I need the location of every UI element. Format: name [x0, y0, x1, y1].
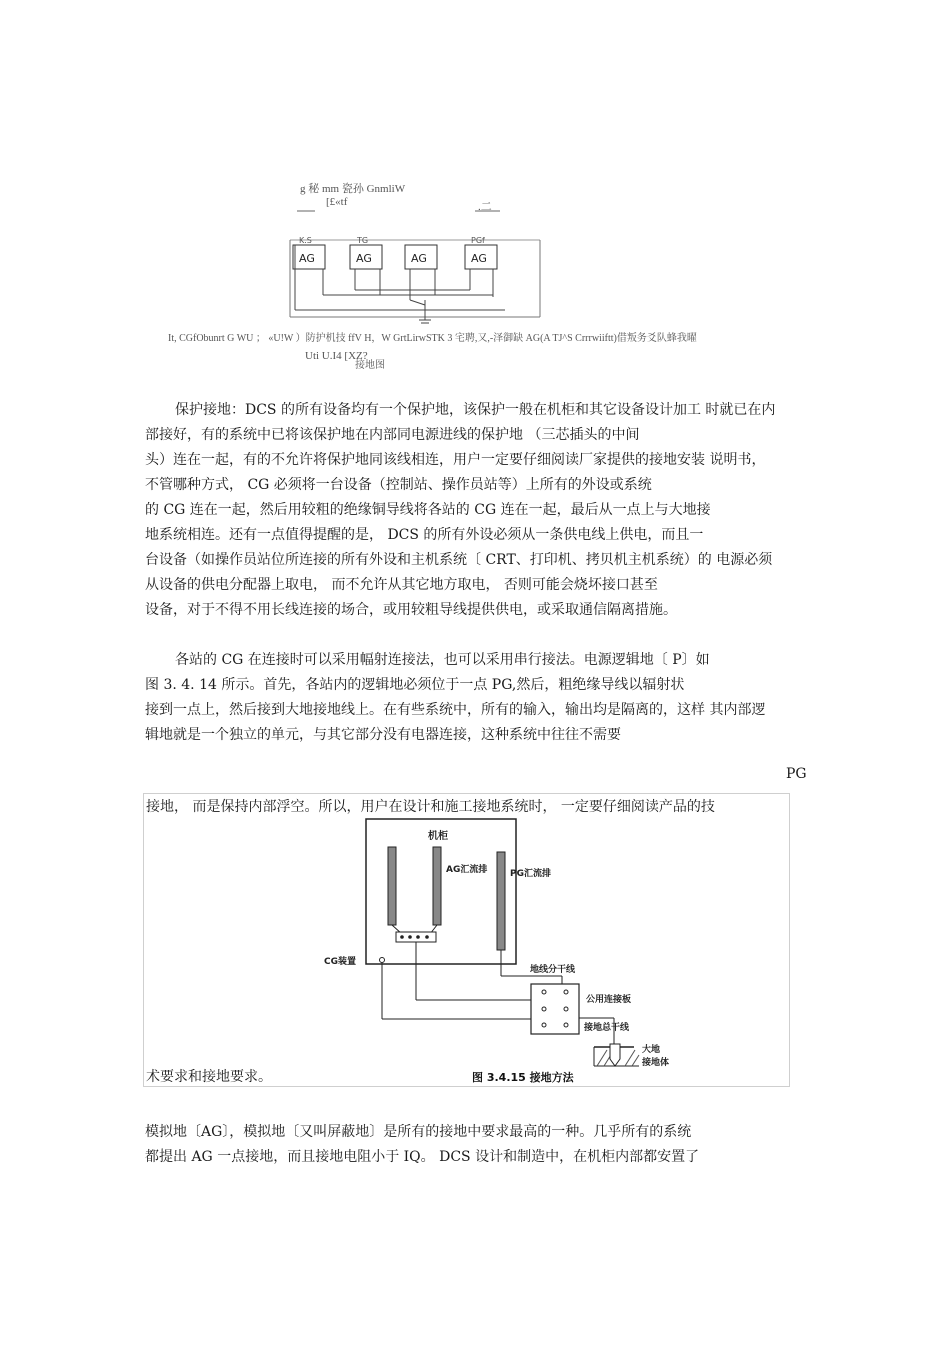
ag-bar-left: [388, 847, 396, 925]
plate-label: 公用连接板: [586, 995, 632, 1005]
figure1-small-label: TG: [357, 236, 369, 245]
text-line: 模拟地〔AG〕，模拟地〔又叫屏蔽地〕是所有的接地中要求最高的一种。几乎所有的系统: [145, 1124, 692, 1140]
earth-body-label: 接地体: [642, 1058, 670, 1068]
earth-electrode: [610, 1044, 620, 1066]
text-line: 设备，对于不得不用长线连接的场合，或用较粗导线提供供电，或采取通信隔离措施。: [145, 602, 677, 618]
figure1-top-line2: [£«tf: [326, 196, 348, 208]
text-line: 从设备的供电分配器上取电， 而不允许从其它地方取电， 否则可能会烧坏接口甚至: [145, 577, 658, 593]
pg-label: PG: [786, 766, 807, 782]
figure2-bottom-text: 术要求和接地要求。: [146, 1069, 272, 1085]
figure2-block: [143, 793, 790, 1087]
paragraph-protective-ground: [145, 398, 775, 623]
pg-bar: [497, 852, 505, 950]
paragraph-analog-ground: [145, 1120, 699, 1170]
branch-label: 地线分干线: [530, 965, 576, 975]
earth-label: 大地: [642, 1045, 661, 1055]
text-line: 部接好，有的系统中已将该保护地在内部同电源进线的保护地 （三芯插头的中间: [145, 427, 640, 443]
figure1-box-label: AG: [299, 252, 315, 265]
text-line: 辑地就是一个独立的单元，与其它部分没有电器连接，这种系统中往往不需要: [145, 727, 621, 743]
figure2-top-text: 接地， 而是保持内部浮空。所以，用户在设计和施工接地系统时， 一定要仔细阅读产品的技: [146, 799, 715, 815]
text-line: 接到一点上，然后接到大地接地线上。在有些系统中，所有的输入，输出均是隔离的，这样 其内部逻: [145, 702, 766, 718]
cg-device: [380, 958, 385, 963]
figure1-caption-line1: It, CGfObunrt G WU ； «U!W ）防护机技 ffV H，W GrtLirwSTK 3 宅聘,又,-泽御缺 AG(A TJ^S Crrrwiiftt)借叛务爻队蜂我曜: [168, 333, 697, 344]
common-plate: [531, 984, 579, 1034]
ag-bar-right: [433, 847, 441, 925]
pg-bar-label: PG汇流排: [510, 869, 551, 879]
figure2-diagram: [294, 814, 670, 1084]
paragraph-cg-connection: [145, 648, 765, 748]
text-line: 各站的 CG 在连接时可以采用幅射连接法，也可以采用串行接法。电源逻辑地〔 P〕如: [175, 652, 710, 668]
figure1-top-line1: g 秘 mm 瓷孙 GnmliW: [300, 183, 406, 195]
figure1-small-label: K.S: [299, 236, 312, 245]
figure1-small-label: PGf: [471, 236, 485, 245]
text-line: 不管哪种方式， CG 必须将一台设备（控制站、操作员站等）上所有的外设或系统: [145, 477, 652, 493]
text-line: 保护接地：DCS 的所有设备均有一个保护地，该保护一般在机柜和其它设备设计加工 时就已在内: [175, 402, 776, 418]
text-line: 都提出 AG 一点接地，而且接地电阻小于 IQ。 DCS 设计和制造中，在机柜内部都安置了: [145, 1149, 700, 1165]
figure1-caption-line2: Uti U.I4 [XZ?: [305, 350, 368, 362]
cg-device-label: CG装置: [324, 957, 356, 967]
figure1-box-label: AG: [471, 252, 487, 265]
text-line: 的 CG 连在一起，然后用较粗的绝缘铜导线将各站的 CG 连在一起，最后从一点上与大地接: [145, 502, 711, 518]
trunk-label: 接地总干线: [584, 1023, 630, 1033]
text-line: 图 3. 4. 14 所示。首先，各站内的逻辑地必须位于一点 PG,然后，粗绝缘导线以辐射状: [145, 677, 685, 693]
figure1-caption-line2b: 接地图: [355, 360, 385, 371]
cabinet-label: 机柜: [428, 831, 448, 842]
text-line: 头）连在一起，有的不允许将保护地同该线相连，用户一定要仔细阅读厂家提供的接地安装 说明书，: [145, 452, 766, 468]
text-line: 地系统相连。还有一点值得提醒的是， DCS 的所有外设必须从一条供电线上供电，而且一: [145, 527, 704, 543]
figure1-box-label: AG: [411, 252, 427, 265]
figure2-caption: 图 3.4.15 接地方法: [472, 1071, 574, 1084]
text-line: 台设备（如操作员站位所连接的所有外设和主机系统〔 CRT、打印机、拷贝机主机系统）的 电源必须: [145, 552, 773, 568]
figure1-top-dash: .二: [478, 201, 492, 213]
ag-bar-label: AG汇流排: [446, 865, 488, 875]
figure1-diagram: [285, 205, 545, 330]
figure1-box-label: AG: [356, 252, 372, 265]
